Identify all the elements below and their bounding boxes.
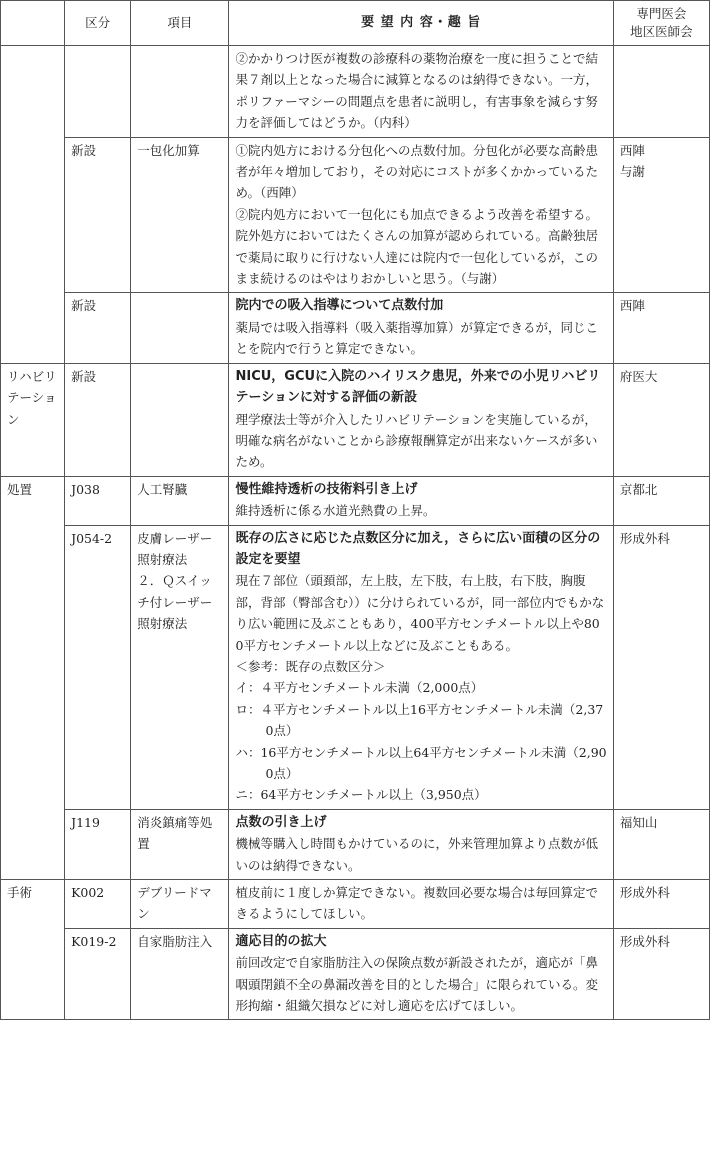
category-cell: リハビリテーション	[1, 363, 65, 476]
source-cell: 西陣	[613, 293, 709, 363]
request-paragraph: 現在７部位（頭頚部，左上肢，左下肢，右上肢，右下肢，胸腹部，背部（臀部含む））に分けられているが，同一部位内でもかなり広い範囲に及ぶこともあり，400平方センチメートル以上や800平方センチメートル以上などに及ぶこともある。	[235, 573, 605, 653]
request-paragraph: ＜参考：既存の点数区分＞	[235, 658, 386, 674]
kubun-cell: K019-2	[65, 928, 131, 1020]
kubun-cell: J119	[65, 809, 131, 879]
list-item: ハ：16平方センチメートル以上64平方センチメートル未満（2,900点）	[235, 744, 607, 781]
header-source-line2: 地区医師会	[630, 24, 693, 39]
request-heading: 院内での吸入指導について点数付加	[235, 298, 444, 314]
kubun-cell: 新設	[65, 293, 131, 363]
source-cell: 福知山	[613, 809, 709, 879]
source-cell: 形成外科	[613, 928, 709, 1020]
item-cell: デブリードマン	[131, 880, 229, 929]
item-cell: 一包化加算	[131, 137, 229, 293]
kubun-cell: J054-2	[65, 525, 131, 809]
request-heading: NICU，GCUに入院のハイリスク患児，外来での小児リハビリテーションに対する評価の新設	[235, 368, 601, 406]
kubun-cell: 新設	[65, 137, 131, 293]
source-cell: 形成外科	[613, 880, 709, 929]
list-item: イ：４平方センチメートル未満（2,000点）	[235, 680, 484, 696]
item-cell: 消炎鎮痛等処置	[131, 809, 229, 879]
item-cell	[131, 46, 229, 138]
table-row	[1, 809, 710, 879]
kubun-cell: K002	[65, 880, 131, 929]
request-cell	[229, 476, 613, 525]
request-cell	[229, 137, 613, 293]
item-cell	[131, 363, 229, 476]
list-item: ロ：４平方センチメートル以上16平方センチメートル未満（2,370点）	[235, 701, 604, 739]
request-paragraph: 機械等購入し時間もかけているのに，外来管理加算より点数が低いのは納得できない。	[235, 836, 598, 873]
request-paragraph: 前回改定で自家脂肪注入の保険点数が新設されたが，適応が「鼻咽頭閉鎖不全の鼻漏改善を目的とした場合」に限られている。変形拘縮・組織欠損などに対し適応を広げてほしい。	[235, 955, 598, 1014]
table-row	[1, 293, 710, 363]
source-cell: 京都北	[613, 476, 709, 525]
request-cell	[229, 928, 613, 1020]
request-heading: 点数の引き上げ	[235, 814, 327, 830]
header-source-line1: 専門医会	[636, 6, 687, 21]
request-paragraph: 理学療法士等が介入したリハビリテーションを実施しているが，明確な病名がないことから診療報酬算定が出来ないケースが多いため。	[235, 411, 598, 470]
category-cell: 手術	[1, 880, 65, 1020]
table-row	[1, 525, 710, 809]
item-cell	[131, 293, 229, 363]
category-cell: 処置	[1, 476, 65, 879]
request-paragraph: ②院内処方において一包化にも加点できるよう改善を希望する。院外処方においてはたくさんの加算が認められている。高齢独居で薬局に取りに行けない人達には院内で一包化しているが，このまま続けるのはやはりおかしいと思う。（与謝）	[235, 206, 598, 287]
request-cell	[229, 363, 613, 476]
request-paragraph: 維持透析に係る水道光熱費の上昇。	[235, 503, 436, 519]
request-paragraph: ②かかりつけ医が複数の診療科の薬物治療を一度に担うことで結果７剤以上となった場合に減算となるのは納得できない。一方，ポリファーマシーの問題点を患者に説明し，有害事象を減らす努力を評価してはどうか。（内科）	[235, 51, 598, 131]
header-kubun: 区分	[65, 1, 131, 46]
source-cell: 形成外科	[613, 525, 709, 809]
header-source	[613, 1, 709, 46]
header-category	[1, 1, 65, 46]
header-request: 要 望 内 容・趣 旨	[229, 1, 613, 46]
item-cell: 自家脂肪注入	[131, 928, 229, 1020]
table-row	[1, 137, 710, 293]
header-item: 項目	[131, 1, 229, 46]
source-cell: 府医大	[613, 363, 709, 476]
request-heading: 適応目的の拡大	[235, 933, 327, 949]
item-cell: 皮膚レーザー照射療法 ２．Ｑスイッチ付レーザー照射療法	[131, 525, 229, 809]
request-cell	[229, 809, 613, 879]
request-paragraph: 薬局では吸入指導料（吸入薬指導加算）が算定できるが，同じことを院内で行うと算定できない。	[235, 319, 598, 357]
table-row	[1, 880, 710, 929]
request-heading: 既存の広さに応じた点数区分に加え，さらに広い面積の区分の設定を要望	[235, 530, 601, 567]
source-cell	[613, 46, 709, 138]
table-row	[1, 928, 710, 1020]
kubun-cell: 新設	[65, 363, 131, 476]
request-paragraph: 植皮前に１度しか算定できない。複数回必要な場合は毎回算定できるようにしてほしい。	[235, 885, 598, 922]
request-cell	[229, 525, 613, 809]
table-row	[1, 476, 710, 525]
request-cell	[229, 46, 613, 138]
header-row	[1, 1, 710, 46]
category-cell	[1, 46, 65, 364]
table-row	[1, 363, 710, 476]
table-row	[1, 46, 710, 138]
request-heading: 慢性維持透析の技術料引き上げ	[235, 481, 418, 497]
source-cell: 西陣 与謝	[613, 137, 709, 293]
kubun-cell: J038	[65, 476, 131, 525]
request-cell	[229, 293, 613, 363]
request-paragraph: ①院内処方における分包化への点数付加。分包化が必要な高齢患者が年々増加しており，その対応にコストが多くかかっているため。（西陣）	[235, 142, 598, 201]
list-item: ニ：64平方センチメートル以上（3,950点）	[235, 787, 487, 803]
item-cell: 人工腎臓	[131, 476, 229, 525]
kubun-cell	[65, 46, 131, 138]
request-cell	[229, 880, 613, 929]
